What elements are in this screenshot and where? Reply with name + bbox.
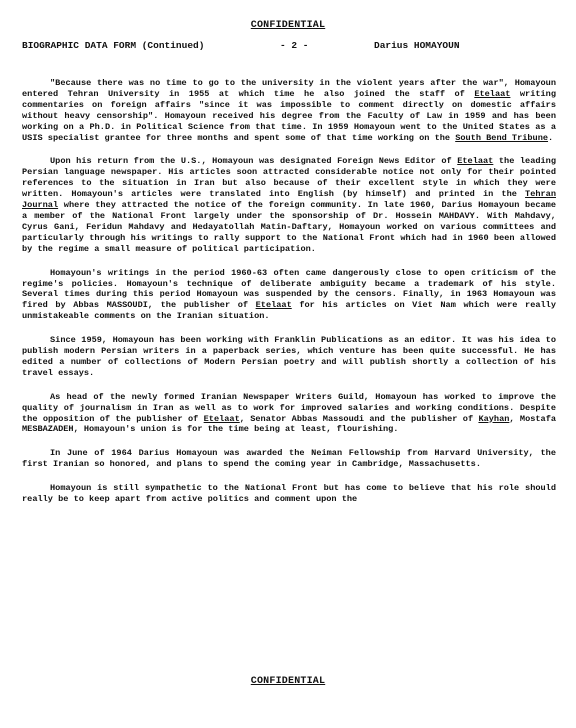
paragraph-text: the leading Persian language newspaper. His articles soon attracted considerable notice not only for their pointed references to the situation in Iran but also because of their excellent style in which they were written. Homayoun's articles were translated into English (by himself) and printed in the — [22, 156, 556, 200]
paragraph-text: Since 1959, Homayoun has been working with Franklin Publications as an editor. It was his idea to publish modern Persian writers in a paperback series, which venture has been quite successful. He has edited a number of collections of Modern Persian poetry and will publish shortly a collection of his travel essays. — [22, 335, 556, 378]
paragraph-text: writing commentaries on foreign affairs "since it was impossible to comment directly on domestic affairs without heavy censorship". Homayoun received his degree from the Faculty of Law in 1959 and has been working on a Ph.D. in Political Science from that time. In 1959 Homayoun went to the United States as a USIS specialist grantee for three months and spent some of that time working on the — [22, 88, 556, 143]
underlined-publication-name: South Bend Tribune — [455, 132, 549, 143]
subject-name: Darius HOMAYOUN — [374, 40, 460, 51]
paragraph-text: Homayoun's writings in the period 1960-63 often came dangerously close to open criticism of the regime's policies. Homayoun's technique of deliberate ambiguity became a trademark of his style. Several times during this period Homayoun was suspended by the censors. Finally, in 1963 Homayoun was fired by Abbas MASSOUDI, the publisher of — [22, 267, 556, 311]
paragraph-text: , Mostafa MESBAZADEH, Homayoun's union is for the time being at least, flourishing. — [22, 413, 557, 435]
body-paragraph — [22, 483, 556, 505]
body-paragraph — [22, 156, 556, 254]
document-body — [22, 78, 556, 505]
body-paragraph — [22, 448, 556, 470]
underlined-publication-name: Etelaat — [474, 88, 511, 99]
underlined-publication-name: Etelaat — [457, 156, 494, 167]
paragraph-text: for his articles on Viet Nam which were really unmistakeable comments on the Iranian situation. — [22, 300, 556, 322]
underlined-publication-name: Etelaat — [203, 413, 240, 424]
body-paragraph — [22, 78, 556, 143]
paragraph-text: In June of 1964 Darius Homayoun was awarded the Neiman Fellowship from Harvard University, the first Iranian so honored, and plans to spend the coming year in Cambridge, Massachusetts. — [22, 448, 556, 470]
page-number: - 2 - — [280, 40, 309, 51]
paragraph-text: , Senator Abbas Massoudi and the publisher of — [239, 413, 479, 424]
form-header — [22, 40, 556, 54]
underlined-publication-name: Tehran Journal — [22, 189, 556, 211]
paragraph-text: . — [548, 132, 554, 143]
paragraph-text: "Because there was no time to go to the university in the violent years after the war", Homayoun entered Tehran University in 1955 at which time he also joined the staff of — [22, 78, 556, 99]
paragraph-text: Upon his return from the U.S., Homayoun was designated Foreign News Editor of — [50, 156, 458, 167]
paragraph-text: As head of the newly formed Iranian Newspaper Writers Guild, Homayoun has worked to improve the quality of journalism in Iran as well as to work for improved salaries and working conditions. Despite the opposition of the publisher of — [22, 391, 556, 424]
paragraph-text: Homayoun is still sympathetic to the National Front but has come to believe that his role should really be to keep apart from active politics and comment upon the — [22, 483, 556, 505]
form-title: BIOGRAPHIC DATA FORM (Continued) — [22, 40, 205, 51]
paragraph-text: where they attracted the notice of the foreign community. In late 1960, Darius Homayoun became a member of the National Front largely under the sponsorship of Dr. Hossein MAHDAVY. With Mahdavy, Cyrus Gani, Feridun Mahdavy and Hedayatollah Matin-Daftary, Homayoun worked on various committees and particularly through his writings to rally support to the National Front which had in 1960 been allowed by the regime a small measure of political participation. — [22, 200, 556, 254]
underlined-publication-name: Etelaat — [255, 300, 292, 311]
classification-marking-bottom: CONFIDENTIAL — [250, 676, 326, 687]
body-paragraph — [22, 392, 556, 436]
body-paragraph — [22, 335, 556, 379]
underlined-publication-name: Kayhan — [478, 413, 510, 424]
body-paragraph — [22, 268, 556, 323]
classification-marking-top: CONFIDENTIAL — [250, 20, 326, 31]
